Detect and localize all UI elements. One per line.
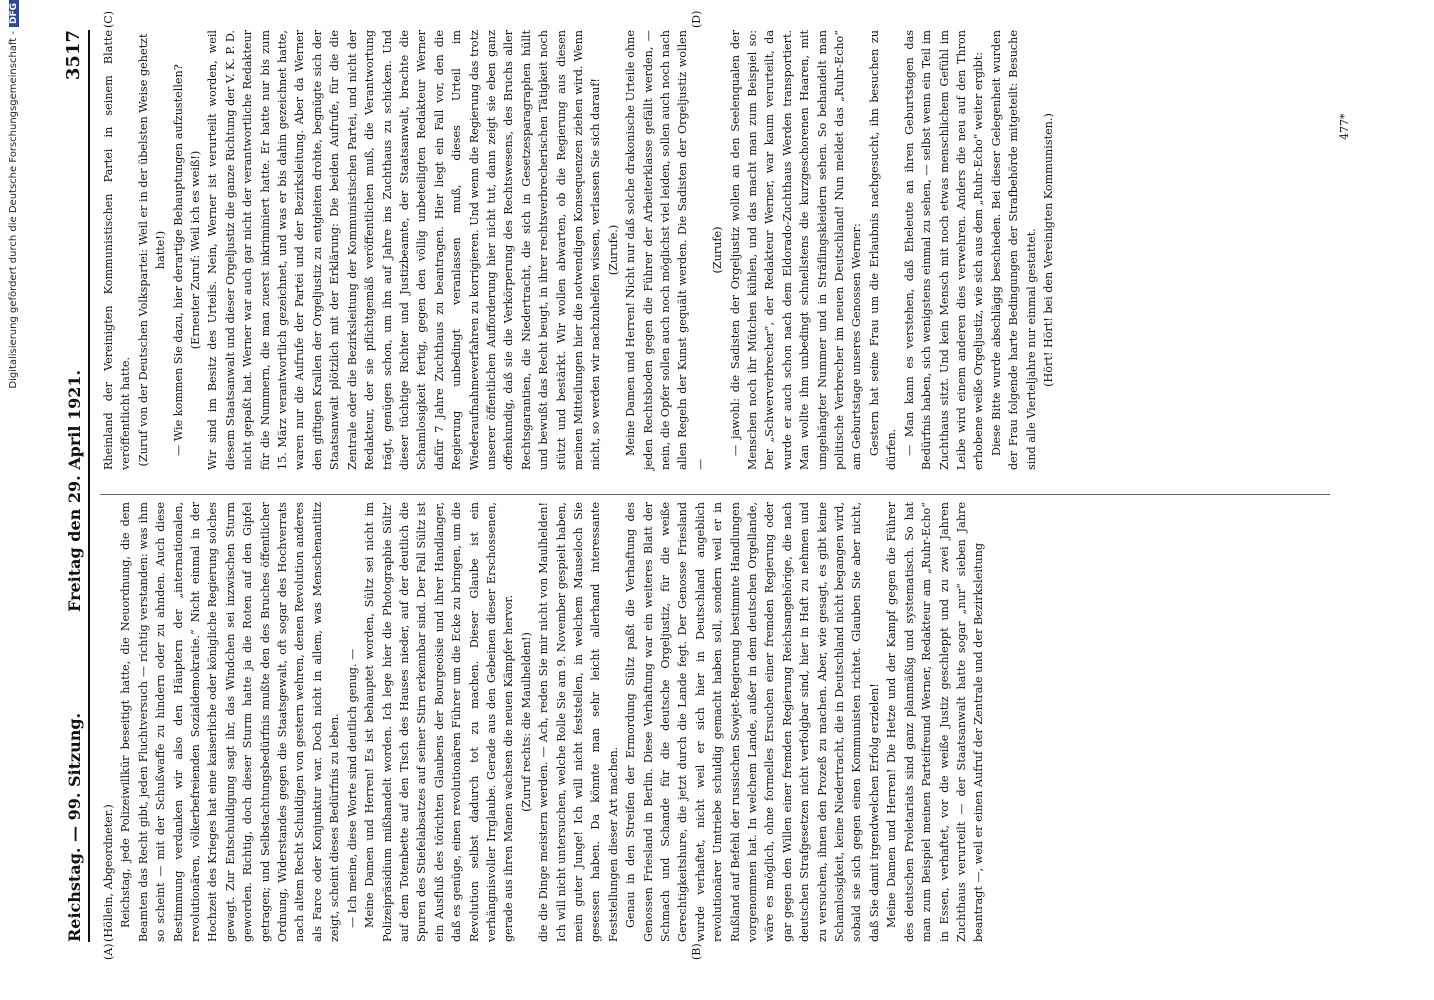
margin-marker-c: (C) [102, 11, 115, 28]
quote: Diese Bitte wurde abschlägig beschieden. Bei dieser Gelegenheit wurden der Frau folgende harte Bedingungen der Strafbehörde mitgeteilt: Besuche sind alle Vierteljahre nur einmal gestattet. [989, 30, 1038, 470]
digitization-note [8, 0, 19, 400]
paragraph: Rheinland der Vereinigten Kommunistischen Partei in seinem Blatte veröffentlicht hatte. [102, 30, 133, 470]
interjection: (Zuruf rechts: die Maulhelden!) [519, 632, 533, 812]
margin-marker-a: (A) [102, 943, 115, 960]
paragraph: Meine Damen und Herren! Die Hetze und der Kampf gegen die Führer des deutschen Proletariats sind ganz planmäßig und systematisch. So hat man zum Beispiel meinen Parteifreund Werner, Redakteur am „Ruhr-Echo“ in Essen, verhaftet, vor die weiße Justiz geschleppt und zu zwei Jahren Zuchthaus verurteilt — der Staatsanwalt hatte sogar „nur“ sieben Jahre beantragt —, weil er einen Aufruf der Zentrale und der Bezirksleitung [885, 502, 986, 942]
paragraph: Reichstag, jede Polizeiwillkür beseitigt hatte, die Neuordnung, die dem Beamten das Recht gibt, jeden Fluchtversuch — richtig verstanden: was ihm so scheint — mit der Schußwaffe zu hindern oder zu ahnden. Auch diese Bestimmung verdanken wir also den Häuptern der „internationalen, revolutionären, völkerbefreienden Sozialdemokratie.“ Nicht einmal in der Hochzeit des Krieges hat eine kaiserliche oder königliche Regierung solches gewagt. Zur Entschuldigung sagt ihr, das Windchen sei inzwischen Sturm geworden. Richtig, doch dieser Sturm hatte ja die Roten auf den Gipfel getragen; und Selbstachtungsbedürfnis mußte den des Bruches öffentlicher Ordnung, Widerstandes gegen die Staatsgewalt, oft sogar des Hochverrats nach altem Recht Schuldigen von gestern wehren, denen Revolution anderes als Farce oder Konjunktur war. Doch nicht in allem, was Menschenantlitz zeigt, scheint dieses Bedürfnis zu leben. [119, 502, 342, 942]
paragraph: die die Dinge meistern werden. — Ach, reden Sie mir nicht von Maulhelden! Ich will nicht untersuchen, welche Rolle Sie am 9. November gespielt haben, mein guter Junge! Ich will nicht feststellen, in welchem Mauseloch Sie gesessen haben. Da könnte man sehr leicht allerhand interessante Feststellungen dieser Art machen. [537, 502, 620, 942]
column-left [100, 502, 988, 942]
page-header [60, 30, 90, 942]
interjection: (Zurufe) [711, 226, 725, 274]
paragraph: Genau in den Streifen der Ermordung Sültz paßt die Verhaftung des Genossen Friesland in Berlin. Diese Verhaftung war ein weiteres Blatt der Schmach und Schande für die deutsche Orgeljustiz, für die weiße Gerechtigkeitshure, die jetzt durch die Lande fegt. Der Genosse Friesland wurde verhaftet, nicht weil er sich hier in Deutschland angeblich revolutionärer Umtriebe schuldig gemacht haben soll, sondern weil er in Rußland auf Befehl der russischen Sowjet-Regierung bestimmte Handlungen vorgenommen hat. In welchem Lande, außer in dem deutschen Orgellande, wäre es möglich, ohne formelles Ersuchen einer fremden Regierung oder gar gegen den Willen einer fremden Regierung Reichsangehörige, die nach deutschen Strafgesetzen nicht verfolgbar sind, hier in Haft zu nehmen und zu versuchen, ihnen den Prozeß zu machen. Aber, wie gesagt, es gibt keine Schamlosigkeit, keine Niedertracht, die in Deutschland nicht begangen wird, sobald sie sich gegen einen Kommunisten richtet. Glauben Sie aber nicht, daß Sie damit irgendwelchen Erfolg erzielen! [624, 502, 881, 942]
interjection: (Zuruf von der Deutschen Volkspartei: Weil er in der übelsten Weise gehetzt hatte!) [136, 33, 168, 467]
interjection: (Hört! Hört! bei den Vereinigten Kommunisten.) [1041, 113, 1055, 387]
column-right [100, 30, 1057, 470]
page-number: 3517 [63, 30, 84, 81]
header-left: Reichstag. — 99. Sitzung. [65, 712, 84, 942]
margin-marker-b: (B) [690, 943, 703, 960]
quote: Gestern hat seine Frau um die Erlaubnis nachgesucht, ihn besuchen zu dürfen. [867, 30, 899, 470]
interjection: (Zurufe.) [606, 224, 620, 276]
paragraph: — Ich meine, diese Worte sind deutlich genug. — [345, 648, 359, 928]
paragraph: Wir sind im Besitz des Urteils. Nein, Werner ist verurteilt worden, weil diesem Staatsanwalt und dieser Orgeljustiz die ganze Richtung der V. K. P. D. nicht gepaßt hat. Werner war auch gar nicht der verantwortliche Redakteur für die Nummern, die man zuerst inkriminiert hatte. Er hatte nur bis zum 15. März verantwortlich gezeichnet, und was er bis dahin gezeichnet hatte, waren nur die Aufrufe der Partei und der Bezirksleitung. Aber da Werner den giftigen Krallen der Orgeljustiz zu entgleiten drohte, begnügte sich der Staatsanwalt plötzlich mit der Erklärung: Die beiden Aufrufe, für die die Zentrale oder die Bezirksleitung der Kommunistischen Partei, und nicht der Redakteur, der sie pflichtgemäß veröffentlichen muß, die Verantwortung trägt, genügen schon, um ihn auf Jahre ins Zuchthaus zu schicken. Und dieser tüchtige Richter und Justizbeamte, der Staatsanwalt, brachte die Schamlosigkeit fertig, gegen den völlig unbeteiligten Redakteur Werner dafür 7 Jahre Zuchthaus zu beantragen. Hier liegt ein Fall vor, den die Regierung unbedingt veranlassen muß, dieses Urteil im Wiederaufnahmeverfahren zu korrigieren. Und wenn die Regierung das trotz unserer öffentlichen Aufforderung hier nicht tut, dann zeigt sie eben ganz offenkundig, daß sie die Verkörperung des Rechtswesens, des Bruchs aller Rechtsgarantien, die Niedertracht, die sich in Gesetzesparagraphen hüllt und bewußt das Recht beugt, in ihrer rechtsverbrecherischen Tätigkeit noch stützt und bestärkt. Wir wollen abwarten, ob die Regierung aus diesen meinen Mitteilungen hier die notwendigen Konsequenzen ziehen wird. Wenn nicht, so werden wir nachzuhelfen wissen, verlassen Sie sich darauf! [206, 30, 603, 470]
paragraph: — Man kann es verstehen, daß Eheleute an ihren Geburtstagen das Bedürfnis haben, sich wenigstens einmal zu sehen, — selbst wenn ein Teil im Zuchthaus sitzt. Und kein Mensch mit noch etwas menschlichem Gefühl im Leibe wird einem anderen dies verwehren. Anders die neu auf den Thron erhobene weiße Orgeljustiz, wie sich aus dem „Ruhr-Echo“ weiter ergibt: [902, 30, 986, 470]
speaker-label: (Höllein, Abgeordneter.) [102, 804, 115, 942]
dfg-logo: DFG [9, 0, 19, 27]
interjection: (Erneuter Zuruf: Weil ich es weiß!) [189, 150, 203, 350]
paragraph: — jawohl: die Sadisten der Orgeljustiz wollen an den Seelenqualen der Menschen noch ihr Mütchen kühlen, und das macht man zum Beispiel so: Der „Schwerverbrecher“, der Redakteur Werner, war kaum verurteilt, da wurde er auch schon nach dem Eldorado-Zuchthaus Werden transportiert. Man wollte ihm unbedingt schnellstens die kurzgeschorenen Haaren, mit umgehängter Nummer und in Sträflingskleidern sehen. So behandelt man politische Verbrecher im neuen Deutschland! Nun meldet das „Ruhr-Echo“ am Geburtstage unseres Genossen Werner: [728, 30, 864, 470]
paragraph: Meine Damen und Herren! Es ist behauptet worden, Sültz sei nicht im Polizeipräsidium mißhandelt worden. Ich lege hier die Photographie Sültz' auf dem Totenbette auf den Tisch des Hauses nieder, auf der deutlich die Spuren des Stiefelabsatzes auf seiner Stirn erkennbar sind. Der Fall Sültz ist ein Ausfluß des törichten Glaubens der Bourgeoisie und ihrer Handlanger, daß es genüge, einen revolutionären Führer um die Ecke zu bringen, um die Revolution selbst dadurch tot zu machen. Dieser Glaube ist ein verhängnisvoller Irrglaube. Gerade aus den Gebeinen dieser Erschossenen, gerade aus ihren Manen wachsen die neuen Kämpfer hervor. [363, 502, 516, 942]
paragraph: Meine Damen und Herren! Nicht nur daß solche drakonische Urteile ohne jeden Rechtsboden gegen die Führer der Arbeiterklasse gefällt werden, — nein, die Opfer sollen auch noch möglichst viel leiden, sollen auch noch nach allen Regeln der Kunst gequält werden. Die Sadisten der Orgeljustiz wollen — [624, 30, 707, 470]
margin-marker-d: (D) [690, 10, 703, 28]
digitization-text: Digitalisierung gefördert durch die Deutsche Forschungsgemeinschaft - [8, 31, 19, 389]
header-date: Freitag den 29. April 1921. [65, 369, 84, 612]
footer-number: 477* [1338, 113, 1351, 140]
paragraph: — Wie kommen Sie dazu, hier derartige Behauptungen aufzustellen? [171, 64, 185, 456]
column-divider [100, 494, 1330, 495]
